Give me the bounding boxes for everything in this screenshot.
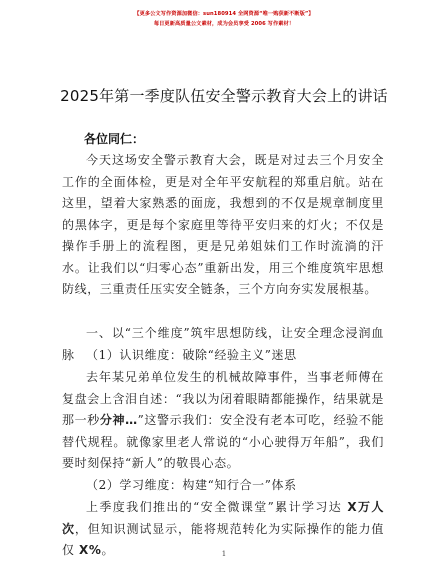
- paragraph-learning-text-b: ，但知识测试显示，能将规范转化为实际操作的能力值仅: [62, 521, 385, 557]
- paragraph-learning-text-a: 上季度我们推出的“安全微课堂”累计学习达: [86, 500, 348, 514]
- paragraph-learning-text-c: 。: [101, 543, 115, 557]
- document-title: 2025年第一季度队伍安全警示教育大会上的讲话: [60, 87, 388, 105]
- promo-banner-line2: 每日更新高质量公文素材，成为会员享受 2006 写作素材！: [153, 21, 295, 27]
- salutation: 各位同仁：: [84, 132, 145, 146]
- subheading-2: （2）学习维度：构建“知行合一”体系: [86, 478, 297, 492]
- paragraph-experience: [62, 367, 384, 475]
- promo-banner-line1: 【更多公文写作资源加微信：sun180914 全网资源“唯一购获新不断版”】: [134, 11, 314, 17]
- section-heading-1: 一、以“三个维度”筑牢思想防线，让安全理念浸润血脉: [62, 326, 384, 362]
- paragraph-learning-emphasis-1: X万人次: [62, 500, 384, 536]
- paragraph-experience-text-a: 去年某兄弟单位发生的机械故障事件，当事老师傅在复盘会上含泪自述：“我以为闭着眼睛都能操作，结果就是那一秒: [62, 370, 384, 427]
- paragraph-experience-text-b: ”这警示我们：安全没有老本可吃，经验不能替代规程。就像家里老人常说的“小心驶得万年船”，我们要时刻保持“新人”的敬畏心态。: [62, 413, 384, 470]
- paragraph-intro: 今天这场安全警示教育大会，既是对过去三个月安全工作的全面体检，更是对全年平安航程的郑重启航。站在这里，望着大家熟悉的面庞，我想到的不仅是规章制度里的黑体字，更是每个家庭里等待平安归来的灯火；不仅是操作手册上的流程图，更是兄弟姐妹们工作时流淌的汗水。让我们以“归零心态”重新出发，用三个维度筑牢思想防线，三重责任压实安全链条，三个方向夯实发展根基。: [62, 153, 384, 296]
- paragraph-learning-emphasis-2: X%: [79, 543, 102, 557]
- subheading-1: （1）认识维度：破除“经验主义”迷思: [86, 348, 297, 362]
- page-number: 1: [221, 550, 227, 558]
- paragraph-experience-emphasis: 分神…: [99, 413, 138, 427]
